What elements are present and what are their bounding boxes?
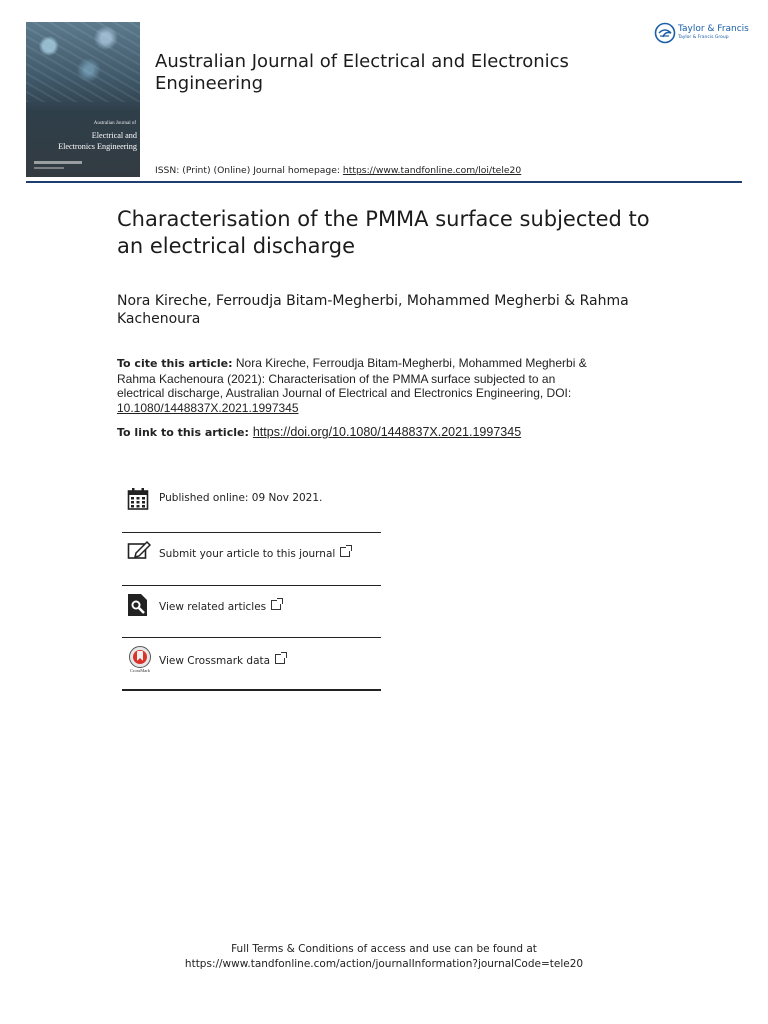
related-articles-label bbox=[159, 600, 281, 613]
link-label: To link to this article: bbox=[117, 426, 249, 439]
published-date: Published online: 09 Nov 2021. bbox=[159, 492, 323, 504]
submit-article-link[interactable] bbox=[122, 540, 381, 566]
calendar-icon bbox=[127, 487, 149, 511]
journal-cover-image bbox=[26, 22, 140, 177]
cover-footer-mark bbox=[34, 161, 82, 164]
external-link-icon bbox=[340, 547, 350, 557]
cite-label: To cite this article: bbox=[117, 357, 233, 370]
row-divider bbox=[122, 532, 381, 533]
cover-journal-small: Australian Journal of bbox=[93, 121, 136, 126]
cite-doi-link[interactable]: 10.1080/1448837X.2021.1997345 bbox=[117, 400, 299, 415]
article-authors: Nora Kireche, Ferroudja Bitam-Megherbi, Mohammed Megherbi & Rahma Kachenoura bbox=[117, 293, 629, 327]
terms-url-link[interactable]: https://www.tandfonline.com/action/journalInformation?journalCode=tele20 bbox=[184, 958, 584, 970]
external-link-icon bbox=[275, 654, 285, 664]
cite-text: Nora Kireche, Ferroudja Bitam-Megherbi, Mohammed Megherbi & Rahma Kachenoura (2021): Characterisation of the PMMA surface subjected to an electrical discharge, Australian Journal of Electrical and Electronics Engineering, DOI: bbox=[117, 356, 587, 400]
article-doi-link[interactable]: https://doi.org/10.1080/1448837X.2021.1997345 bbox=[252, 425, 522, 439]
cover-texture bbox=[26, 22, 140, 102]
row-divider bbox=[122, 637, 381, 638]
external-link-icon bbox=[271, 600, 281, 610]
related-articles-link[interactable] bbox=[122, 593, 381, 619]
cover-footer-mark-2 bbox=[34, 167, 64, 169]
search-document-icon bbox=[127, 593, 149, 617]
article-title: Characterisation of the PMMA surface subjected to an electrical discharge bbox=[117, 207, 650, 258]
crossmark-icon-text: CrossMark bbox=[130, 668, 150, 673]
edit-icon bbox=[127, 540, 151, 562]
publisher-logo bbox=[654, 22, 754, 46]
cover-title bbox=[30, 130, 137, 152]
publisher-name: Taylor & Francis bbox=[678, 24, 749, 34]
issn-text: ISSN: (Print) (Online) Journal homepage: bbox=[155, 165, 343, 176]
crossmark-text: View Crossmark data bbox=[159, 655, 271, 667]
crossmark-badge-icon bbox=[127, 645, 153, 669]
published-row bbox=[122, 487, 381, 513]
link-block bbox=[117, 425, 677, 439]
cover-title-line2: Electronics Engineering bbox=[58, 142, 137, 151]
header-divider bbox=[26, 181, 742, 183]
related-articles-text: View related articles bbox=[159, 601, 267, 613]
journal-title: Australian Journal of Electrical and Electronics Engineering bbox=[155, 51, 569, 94]
cover-title-line1: Electrical and bbox=[91, 131, 137, 140]
publisher-sub: Taylor & Francis Group bbox=[678, 35, 729, 40]
submit-article-text: Submit your article to this journal bbox=[159, 548, 336, 560]
taylor-francis-icon bbox=[654, 22, 676, 44]
terms-footer bbox=[0, 942, 768, 972]
terms-line: Full Terms & Conditions of access and use can be found at bbox=[231, 943, 537, 955]
crossmark-icon bbox=[127, 645, 153, 675]
crossmark-label bbox=[159, 654, 285, 667]
issn-line bbox=[155, 165, 521, 176]
crossmark-link[interactable] bbox=[122, 645, 381, 675]
journal-homepage-link[interactable]: https://www.tandfonline.com/loi/tele20 bbox=[342, 165, 522, 176]
row-divider-bottom bbox=[122, 689, 381, 691]
row-divider bbox=[122, 585, 381, 586]
submit-article-label bbox=[159, 547, 350, 560]
citation-block bbox=[117, 356, 597, 415]
